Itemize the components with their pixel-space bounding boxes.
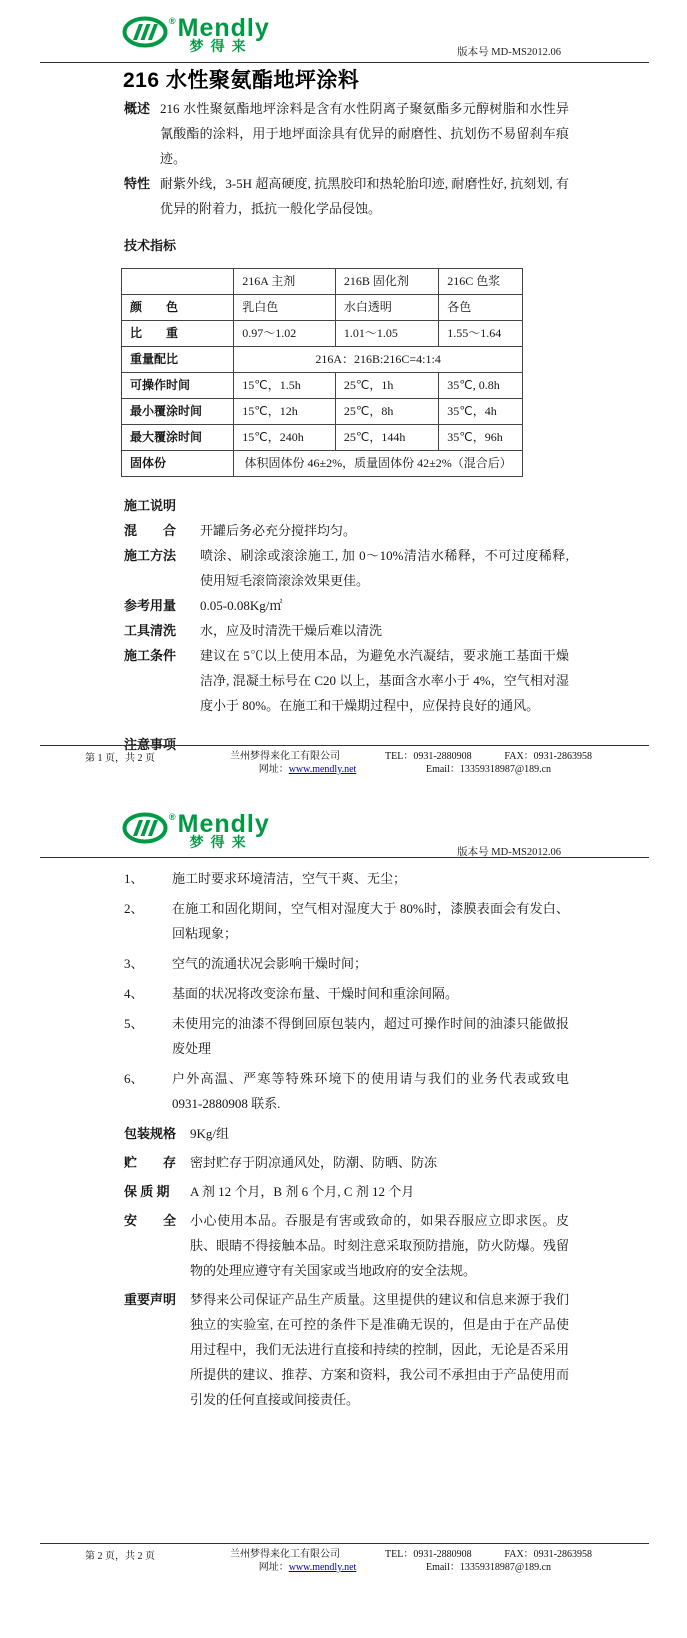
construction-item-tool-cleaning	[124, 618, 569, 643]
overview-text: 216 水性聚氨酯地坪涂料是含有水性阴离子聚氨酯多元醇树脂和水性异氰酸酯的涂料，用于地坪面涂具有优异的耐磨性、抗划伤不易留刹车痕迹。	[160, 101, 569, 166]
note-item-1	[124, 866, 569, 891]
brand-name-chinese: 梦得来	[189, 40, 253, 55]
item-label: 混 合	[124, 523, 177, 538]
table-cell: 15℃，1.5h	[234, 373, 336, 399]
tech-specs-table	[121, 268, 523, 477]
item-label: 工具清洗	[124, 623, 177, 638]
table-cell: 216C 色浆	[439, 269, 523, 295]
info-label: 安 全	[124, 1213, 177, 1228]
info-text: 梦得来公司保证产品生产质量。这里提供的建议和信息来源于我们独立的实验室, 在可控的条件下是准确无误的，但是由于在产品使用过程中，我们无法进行直接和持续的控制，因此，无论是否采用所提供的建议、推荐、方案和资料，我公司不承担由于产品使用而引发的任何直接或间接责任。	[190, 1292, 569, 1407]
note-number: 6、	[124, 1071, 144, 1086]
note-item-5	[124, 1011, 569, 1061]
note-text: 空气的流通状况会影响干燥时间；	[172, 956, 368, 971]
footer-divider	[40, 745, 649, 746]
footer-divider	[40, 1543, 649, 1544]
note-text: 在施工和固化期间，空气相对湿度大于 80%时，漆膜表面会有发白、回粘现象；	[172, 901, 569, 941]
info-text: 9Kg/组	[190, 1126, 230, 1141]
note-text: 户外高温、严寒等特殊环境下的使用请与我们的业务代表或致电 0931-2880908 联系.	[172, 1071, 569, 1111]
overview-label: 概述	[124, 101, 151, 116]
construction-item-mixing	[124, 518, 569, 543]
table-cell: 可操作时间	[122, 373, 234, 399]
version-number: 版本号 MD-MS2012.06	[457, 847, 561, 858]
info-label: 保 质 期	[124, 1184, 170, 1199]
note-number: 1、	[124, 871, 144, 886]
table-cell: 15℃，240h	[234, 425, 336, 451]
mendly-logo-icon	[122, 16, 168, 48]
table-row	[122, 451, 523, 477]
table-cell: 比 重	[122, 321, 234, 347]
table-cell: 1.55～1.64	[439, 321, 523, 347]
table-row	[122, 399, 523, 425]
fax-number: FAX：0931-2863958	[504, 1549, 592, 1560]
registered-trademark-icon: ®	[169, 16, 176, 26]
page1-content	[124, 96, 569, 757]
item-text: 建议在 5℃以上使用本品，为避免水汽凝结，要求施工基面干燥洁净, 混凝土标号在 C20 以上，基面含水率小于 4%，空气相对湿度小于 80%。在施工和干燥期过程中，应保持良好的通风。	[200, 648, 569, 713]
page2-footer	[0, 1543, 687, 1574]
header-divider	[40, 857, 649, 858]
table-cell: 颜 色	[122, 295, 234, 321]
note-number: 2、	[124, 901, 144, 916]
item-text: 喷涂、刷涂或滚涂施工, 加 0～10%清洁水稀释，不可过度稀释, 使用短毛滚筒滚涂效果更佳。	[200, 548, 569, 588]
info-text: 小心使用本品。吞服是有害或致命的，如果吞服应立即求医。皮肤、眼睛不得接触本品。时刻注意采取预防措施，防火防爆。残留物的处理应遵守有关国家或当地政府的安全法规。	[190, 1213, 569, 1278]
item-text: 水，应及时清洗干燥后难以清洗	[200, 623, 383, 638]
company-name: 兰州梦得来化工有限公司	[230, 751, 340, 762]
brand-name: Mendly	[177, 14, 270, 42]
note-number: 4、	[124, 986, 144, 1001]
info-item-storage	[124, 1150, 569, 1175]
table-row	[122, 347, 523, 373]
table-cell: 216A：216B:216C=4:1:4	[234, 347, 523, 373]
table-cell: 乳白色	[234, 295, 336, 321]
mendly-logo-icon	[122, 812, 168, 844]
brand-name: Mendly	[177, 810, 270, 838]
note-item-3	[124, 951, 569, 976]
note-text: 施工时要求环境清洁，空气干爽、无尘；	[172, 871, 407, 886]
brand-logo	[122, 16, 270, 56]
tel-number: TEL：0931-2880908	[385, 751, 472, 762]
table-cell: 216A 主剂	[234, 269, 336, 295]
item-text: 0.05-0.08Kg/㎡	[200, 598, 283, 613]
note-text: 基面的状况将改变涂布量、干燥时间和重涂间隔。	[172, 986, 459, 1001]
table-cell: 35℃，96h	[439, 425, 523, 451]
table-cell: 216B 固化剂	[335, 269, 438, 295]
table-cell	[122, 269, 234, 295]
table-cell: 25℃，8h	[335, 399, 438, 425]
website-link[interactable]: www.mendly.net	[288, 1562, 357, 1573]
construction-heading: 施工说明	[124, 498, 177, 513]
table-cell: 重量配比	[122, 347, 234, 373]
table-cell: 体积固体份 46±2%，质量固体份 42±2%（混合后）	[234, 451, 523, 477]
table-cell: 0.97～1.02	[234, 321, 336, 347]
note-item-4	[124, 981, 569, 1006]
item-label: 施工条件	[124, 648, 177, 663]
construction-item-conditions	[124, 643, 569, 718]
table-row	[122, 295, 523, 321]
product-title: 216 水性聚氨酯地坪涂料	[123, 69, 360, 92]
table-cell: 15℃，12h	[234, 399, 336, 425]
page-number: 第 2 页，共 2 页	[85, 1551, 155, 1562]
features-text: 耐紫外线，3-5H 超高硬度, 抗黑胶印和热轮胎印迹, 耐磨性好, 抗刻划, 有优异的附着力，抵抗一般化学品侵蚀。	[160, 176, 569, 216]
features-section	[124, 171, 569, 221]
table-cell: 1.01～1.05	[335, 321, 438, 347]
page2-content	[124, 866, 569, 1416]
table-row	[122, 321, 523, 347]
tech-specs-heading: 技术指标	[124, 238, 177, 253]
info-item-disclaimer	[124, 1287, 569, 1412]
construction-item-dosage	[124, 593, 569, 618]
website-label: 网址：	[258, 1562, 289, 1573]
precautions-heading: 注意事项	[124, 737, 177, 752]
info-item-safety	[124, 1208, 569, 1283]
construction-item-method	[124, 543, 569, 593]
brand-logo	[122, 812, 270, 852]
tel-number: TEL：0931-2880908	[385, 1549, 472, 1560]
note-number: 3、	[124, 956, 144, 971]
version-number: 版本号 MD-MS2012.06	[457, 47, 561, 58]
note-item-2	[124, 896, 569, 946]
info-label: 包装规格	[124, 1126, 177, 1141]
page-1	[0, 0, 687, 788]
table-cell: 最小覆涂时间	[122, 399, 234, 425]
brand-name-chinese: 梦得来	[189, 836, 253, 851]
page1-footer	[0, 745, 687, 776]
item-label: 参考用量	[124, 598, 177, 613]
page-2	[0, 788, 687, 1638]
table-cell: 固体份	[122, 451, 234, 477]
info-label: 重要声明	[124, 1292, 177, 1307]
table-cell: 35℃，4h	[439, 399, 523, 425]
note-number: 5、	[124, 1016, 144, 1031]
table-cell: 35℃, 0.8h	[439, 373, 523, 399]
info-text: A 剂 12 个月，B 剂 6 个月, C 剂 12 个月	[190, 1184, 415, 1199]
table-cell: 各色	[439, 295, 523, 321]
table-cell: 25℃，1h	[335, 373, 438, 399]
email-address: Email：13359318987@189.cn	[425, 764, 552, 775]
info-text: 密封贮存于阴凉通风处，防潮、防晒、防冻	[190, 1155, 438, 1170]
website-line	[230, 1561, 385, 1574]
item-label: 施工方法	[124, 548, 177, 563]
info-item-shelf-life	[124, 1179, 569, 1204]
overview-section	[124, 96, 569, 171]
table-header-row	[122, 269, 523, 295]
registered-trademark-icon: ®	[169, 812, 176, 822]
email-address: Email：13359318987@189.cn	[425, 1562, 552, 1573]
table-cell: 水白透明	[335, 295, 438, 321]
note-item-6	[124, 1066, 569, 1116]
item-text: 开罐后务必充分搅拌均匀。	[200, 523, 357, 538]
info-label: 贮 存	[124, 1155, 177, 1170]
table-cell: 25℃，144h	[335, 425, 438, 451]
table-row	[122, 373, 523, 399]
website-link[interactable]: www.mendly.net	[288, 764, 357, 775]
fax-number: FAX：0931-2863958	[504, 751, 592, 762]
page-number: 第 1 页，共 2 页	[85, 753, 155, 764]
features-label: 特性	[124, 176, 151, 191]
table-cell: 最大覆涂时间	[122, 425, 234, 451]
header-divider	[40, 62, 649, 63]
table-row	[122, 425, 523, 451]
website-label: 网址：	[258, 764, 289, 775]
company-name: 兰州梦得来化工有限公司	[230, 1549, 340, 1560]
info-item-packaging	[124, 1121, 569, 1146]
note-text: 未使用完的油漆不得倒回原包装内，超过可操作时间的油漆只能做报废处理	[172, 1016, 569, 1056]
website-line	[230, 763, 385, 776]
